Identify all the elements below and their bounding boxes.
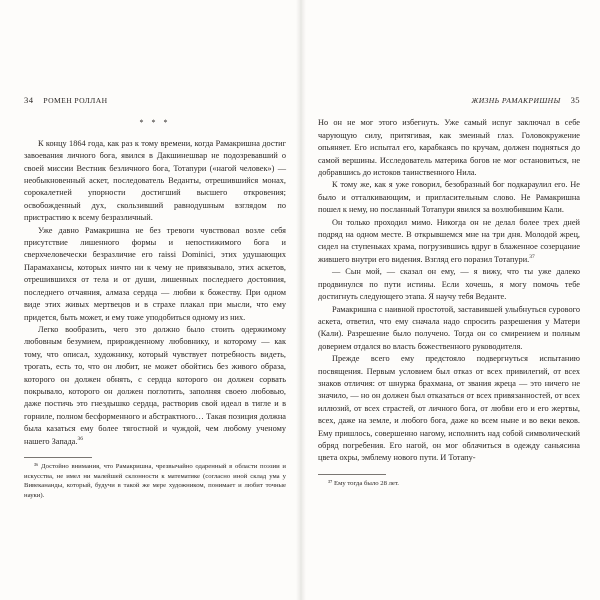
left-paragraph-3 bbox=[24, 324, 286, 448]
right-footnote: ³⁷ Ему тогда было 28 лет. bbox=[328, 479, 399, 487]
left-paragraph-3-text: Легко вообразить, чего это должно было стоить одержимому любовным безумием, прирожденному любовнику, и которому — как тому, что описал, художнику, который чувствует потребность видеть, трогать, есть то, что он любит, не может обойтись без живого образа, которого он должен обнять, с сердца которого он должен сорвать покрывало, которого он должен поглотить, заполняя своею любовью, даже постичь это гнездышко сердца, растворив свой идеал в тигле и в горниле, полном бесформенного и абстрактного… Такая позиция должна была казаться ему более тягостной и чуждой, чем любому ученому нашего Запада. bbox=[24, 324, 286, 446]
right-page-header bbox=[318, 94, 580, 107]
footnote-ref-37: 37 bbox=[529, 254, 535, 261]
right-paragraph-3-text: Он только проходил мимо. Никогда он не делал более трех дней подряд на одном месте. В открывшемся мне на три дня. Молодой жрец, сидел на ступеньках храма, погрузившись вдруг в блаженное созерцание жившего внутри его видения. Взгляд его поразил Тотапури. bbox=[318, 217, 580, 264]
right-paragraph-5: Рамакришна с наивной простотой, заставившей улыбнуться сурового аскета, ответил, что ему сначала надо спросить разрешения у Матери (Кали). Разрешение было получено. Тогда он со смирением и полным доверием отдался во власть божественного руководителя. bbox=[318, 304, 580, 351]
right-paragraph-6: Прежде всего ему предстояло подвергнуться испытанию посвящения. Первым условием был отказ от всех привилегий, от всех знаков отличия: от шнурка брахмана, от звания жреца — это ничего не значило, — но он должен был отказаться от всех привязанностей, от всех иллюзий, от всех страстей, от личного бога, от любви его и его жертвы, всех, даже на земле, и любого бога, даже ко всем ныне и во веки веков. Ему пришлось, совершенно нагому, исполнить над собой символический обряд погребения. Его нагой, он мог облачиться в одежду саньясина цвета охры, эмблему нового пути. И Тотапу- bbox=[318, 354, 580, 463]
right-page-number: 35 bbox=[570, 95, 580, 105]
left-running-head: РОМЕН РОЛЛАН bbox=[43, 96, 108, 105]
left-page bbox=[24, 94, 286, 500]
right-paragraph-4: — Сын мой, — сказал он ему, — я вижу, что ты уже далеко продвинулся по пути истины. Если хочешь, я могу помочь тебе достигнуть следующего этапа. Я научу тебя Веданте. bbox=[318, 267, 580, 302]
left-page-header bbox=[24, 94, 286, 107]
left-paragraph-2: Уже давно Рамакришна не без тревоги чувствовал возле себя присутствие лишенного формы и непостижимого бога и сверхчеловечески безразличие его raissi Dominici, этих удушающих Парамахансы, которых ничто ни к чему не привязывало, этих аскетов, отрешившихся от тела и от души, лишенных последнего достояния, последнего отчаяния, алмаза сердца — любви к божеству. При одном виде этих живых мертвецов и в страхе плакал при мысли, что ему придется, быть может, и ему тоже уподобиться одному из них. bbox=[24, 225, 286, 322]
footnote-rule bbox=[318, 474, 386, 475]
right-paragraph-1: Но он не мог этого избегнуть. Уже самый испуг заключал в себе чарующую силу, притягивая, как змеиный глаз. Головокружение опьяняет. Его испытал его, карабкаясь по кручам, должен подняться до самой вершины. Исследователь материка богов не мог остановиться, не добравшись до истоков таинственного Нила. bbox=[318, 118, 580, 178]
footnote-ref-36: 36 bbox=[77, 435, 83, 442]
left-footnote: ³⁶ Достойно внимания, что Рамакришна, чрезвычайно одаренный в области поэзии и искусства, не имел ни малейшей склонности к математике (согласно иной склад ума у Вивекананды, который, будучи в такой же мере художником, понимает и любит точные науки). bbox=[24, 462, 286, 499]
right-running-head: ЖИЗНЬ РАМАКРИШНЫ bbox=[471, 96, 561, 105]
footnote-rule bbox=[24, 457, 92, 458]
left-paragraph-1: К концу 1864 года, как раз к тому времени, когда Рамакришна достиг завоевания личного бога, явился в Дакшинешвар не подозревавший о своей миссии Вестник безличного бога, Тотапури («нагой человек») — необыкновенный аскет, последователь Веданты, отрешившийся монах, сорокалетней упорности достигший высшего откровения; освобожденный дух, скользивший равнодушным взглядом по пристрастию к всему безразличный. bbox=[24, 138, 286, 223]
right-paragraph-3 bbox=[318, 217, 580, 267]
book-gutter bbox=[296, 0, 306, 600]
left-page-number: 34 bbox=[24, 95, 34, 105]
right-paragraph-2: К тому же, как я уже говорил, безобразный бог подкараулил его. Не было и отталкивающим, и пригласительным слово. Не Рамакришна пошел к нему, но посланный Тотапури явился за возлюбившим Кали. bbox=[318, 180, 580, 215]
section-separator: * * * bbox=[139, 118, 171, 128]
right-page bbox=[318, 94, 580, 488]
